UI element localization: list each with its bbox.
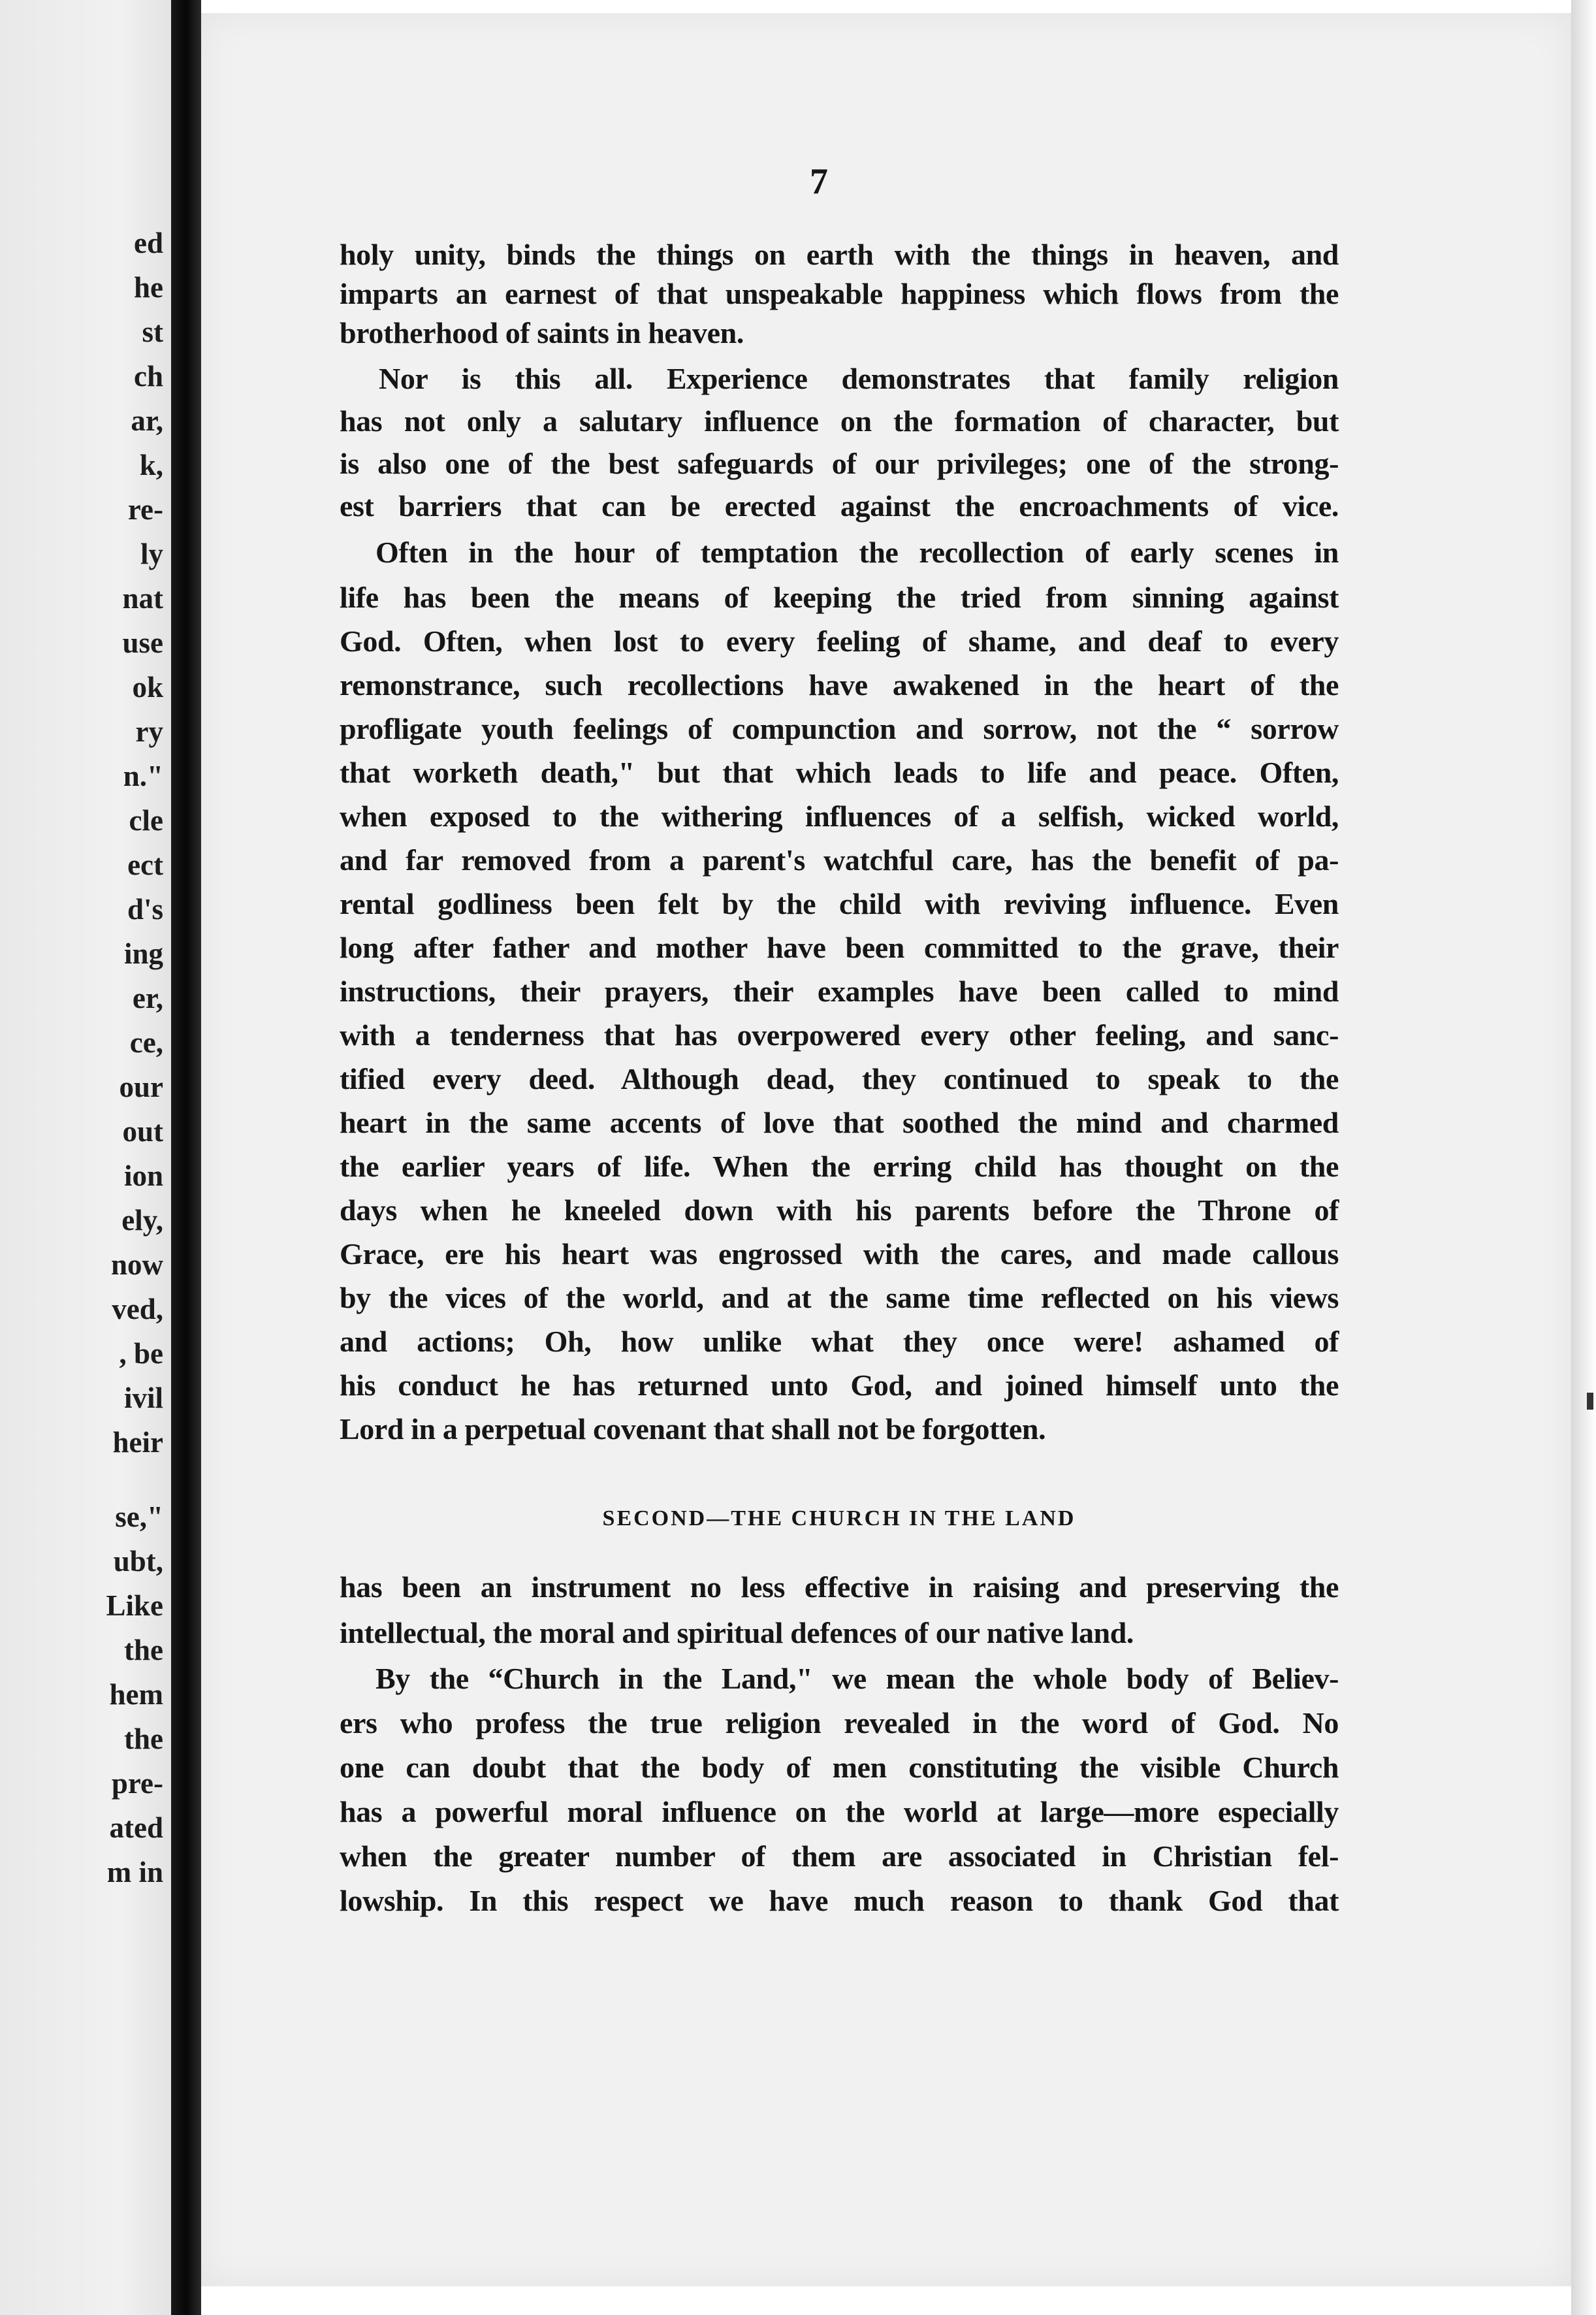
left-page-fragment: st — [142, 316, 163, 348]
left-page-fragment: cle — [129, 804, 163, 837]
left-page-fragment: ivil — [123, 1382, 163, 1414]
left-page-fragment: pre- — [111, 1767, 163, 1800]
body-text-line: is also one of the best safeguards of our privileges; one of the strong- — [340, 447, 1339, 480]
left-page-fragment: nat — [122, 582, 163, 615]
body-text-line: holy unity, binds the things on earth with the things in heaven, and — [340, 238, 1339, 271]
left-page-fragment: ch — [134, 360, 163, 393]
body-text-line: his conduct he has returned unto God, and joined himself unto the — [340, 1368, 1339, 1402]
body-text-line: one can doubt that the body of men constituting the visible Church — [340, 1751, 1339, 1784]
body-text-line: By the “Church in the Land," we mean the whole body of Believ- — [375, 1662, 1339, 1695]
body-text-line: with a tenderness that has overpowered every other feeling, and sanc- — [340, 1018, 1339, 1052]
left-page-fragment: ect — [127, 849, 163, 881]
left-page-fragment: se," — [115, 1500, 163, 1533]
body-text-line: ers who profess the true religion revealed in the word of God. No — [340, 1706, 1339, 1740]
body-text-line: rental godliness been felt by the child with reviving influence. Even — [340, 887, 1339, 920]
body-text-line: Often in the hour of temptation the recollection of early scenes in — [375, 536, 1339, 569]
left-page-fragment: the — [124, 1634, 163, 1666]
left-page-fragment: ved, — [112, 1293, 163, 1325]
left-page-fragment: he — [134, 271, 163, 304]
body-text-line: tified every deed. Although dead, they continued to speak to the — [340, 1062, 1339, 1095]
section-heading: SECOND—THE CHURCH IN THE LAND — [602, 1506, 1076, 1530]
body-text-line: has not only a salutary influence on the formation of character, but — [340, 404, 1339, 438]
left-page-fragment: er, — [132, 982, 163, 1014]
left-page-fragment: the — [124, 1723, 163, 1755]
left-page-fragment: n." — [123, 760, 163, 792]
body-text-line: Lord in a perpetual covenant that shall not be forgotten. — [340, 1412, 1046, 1446]
body-text-line: days when he kneeled down with his parents before the Throne of — [340, 1193, 1339, 1227]
left-page-fragment: re- — [127, 493, 163, 526]
left-page-fragment: ok — [132, 671, 163, 704]
body-text-line: remonstrance, such recollections have awakened in the heart of the — [340, 668, 1339, 702]
left-page-fragment: ely, — [121, 1204, 163, 1237]
left-page-fragment: ly — [140, 538, 163, 570]
body-text-line: Nor is this all. Experience demonstrates that family religion — [379, 362, 1339, 395]
body-text-line: has a powerful moral influence on the world at large—more especially — [340, 1795, 1339, 1828]
body-text-line: intellectual, the moral and spiritual defences of our native land. — [340, 1616, 1134, 1649]
left-page-fragment: Like — [106, 1589, 163, 1622]
book-gutter-shadow — [171, 0, 201, 2315]
left-page-fragment: ce, — [129, 1026, 163, 1059]
left-page-fragment: k, — [139, 449, 163, 481]
left-page-fragment: , be — [119, 1337, 163, 1370]
left-page-fragment: ated — [109, 1811, 163, 1844]
body-text-line: life has been the means of keeping the tried from sinning against — [340, 581, 1339, 614]
body-text-line: imparts an earnest of that unspeakable happiness which flows from the — [340, 277, 1339, 310]
left-page — [0, 0, 171, 2315]
body-text-line: profligate youth feelings of compunction and sorrow, not the “ sorrow — [340, 712, 1339, 745]
left-page-fragment: ubt, — [113, 1545, 163, 1578]
body-text-line: est barriers that can be erected against the encroachments of vice. — [340, 489, 1339, 523]
left-page-fragment: m in — [106, 1856, 163, 1888]
left-page-fragment: ar, — [131, 404, 163, 437]
body-text-line: instructions, their prayers, their examples have been called to mind — [340, 975, 1339, 1008]
left-page-fragment: hem — [109, 1678, 163, 1711]
page-number: 7 — [810, 161, 828, 202]
body-text-line: Grace, ere his heart was engrossed with the cares, and made callous — [340, 1237, 1339, 1271]
scan-edge-mark — [1587, 1393, 1593, 1410]
left-page-fragment: now — [110, 1248, 163, 1281]
right-page-edge — [1571, 0, 1596, 2315]
left-page-fragment: ry — [135, 715, 163, 748]
body-text-line: brotherhood of saints in heaven. — [340, 316, 744, 349]
left-page-fragment: heir — [112, 1426, 163, 1459]
left-page-fragment: use — [122, 626, 163, 659]
left-page-fragment: d's — [127, 893, 163, 926]
body-text-line: lowship. In this respect we have much reason to thank God that — [340, 1884, 1339, 1917]
body-text-line: long after father and mother have been committed to the grave, their — [340, 931, 1339, 964]
body-text-line: has been an instrument no less effective in raising and preserving the — [340, 1570, 1339, 1604]
left-page-fragment: ion — [123, 1159, 163, 1192]
body-text-line: heart in the same accents of love that soothed the mind and charmed — [340, 1106, 1339, 1139]
body-text-line: by the vices of the world, and at the same time reflected on his views — [340, 1281, 1339, 1314]
body-text-line: the earlier years of life. When the erring child has thought on the — [340, 1150, 1339, 1183]
body-text-line: when exposed to the withering influences of a selfish, wicked world, — [340, 800, 1339, 833]
left-page-fragment: our — [119, 1071, 163, 1103]
left-page-fragment: out — [122, 1115, 163, 1148]
left-page-fragment: ed — [134, 227, 163, 259]
body-text-line: when the greater number of them are associated in Christian fel- — [340, 1839, 1339, 1873]
body-text-line: and far removed from a parent's watchful care, has the benefit of pa- — [340, 843, 1339, 877]
body-text-line: that worketh death," but that which leads to life and peace. Often, — [340, 756, 1339, 789]
body-text-line: God. Often, when lost to every feeling of shame, and deaf to every — [340, 624, 1339, 658]
left-page-fragment: ing — [123, 937, 163, 970]
body-text-line: and actions; Oh, how unlike what they once were! ashamed of — [340, 1325, 1339, 1358]
